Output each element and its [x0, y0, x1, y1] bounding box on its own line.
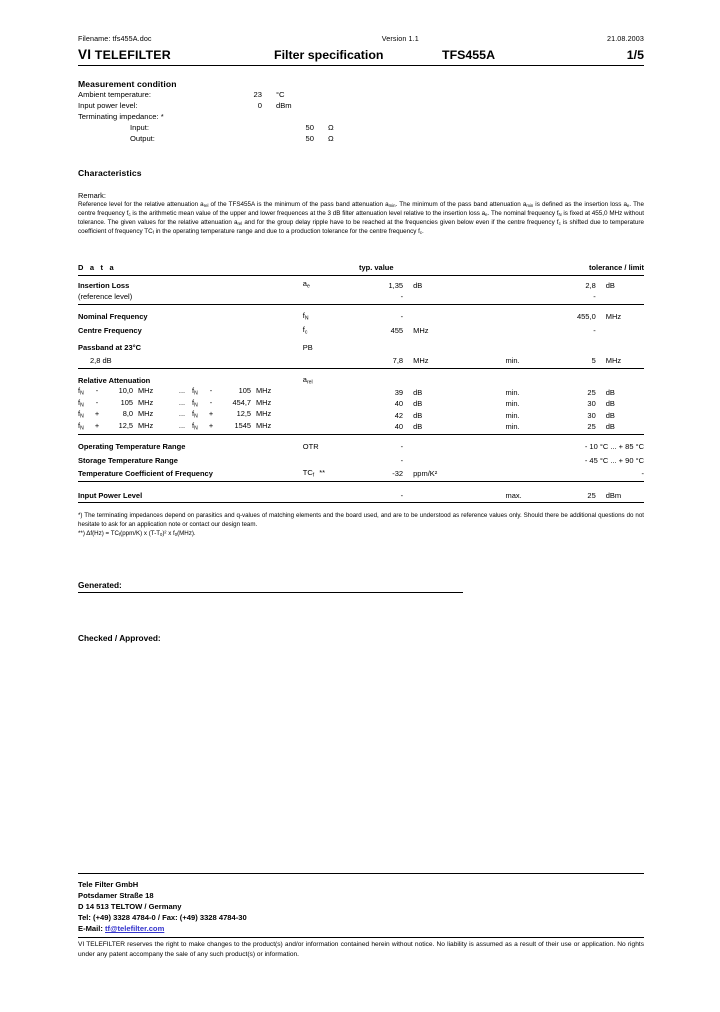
- remark-sub: c: [128, 212, 131, 218]
- row-typ-value: -: [400, 312, 404, 322]
- company-address: [78, 879, 644, 934]
- row-label: 2,8 dB: [78, 352, 303, 369]
- row-typ-unit: dB: [413, 410, 423, 420]
- header-divider: [78, 65, 644, 66]
- freq2-unit: MHz: [256, 397, 272, 407]
- freq1-unit: MHz: [138, 386, 154, 396]
- row-tolerance-unit: dBm: [596, 481, 644, 502]
- freq1-base: $f_N$: [78, 386, 84, 397]
- row-typ-value: 7,8: [359, 352, 403, 369]
- freq2-sign: -: [209, 386, 213, 396]
- table-row: [78, 290, 644, 305]
- symbol-base: f: [302, 324, 305, 334]
- symbol-base: TC: [302, 468, 313, 478]
- row-tolerance: 25: [552, 481, 596, 502]
- measurement-row: [78, 100, 644, 111]
- measurement-row: [78, 111, 644, 122]
- row-tolerance: 25: [587, 387, 596, 397]
- remark-paragraph: [78, 201, 644, 237]
- row-frequency-range: [78, 397, 359, 409]
- table-row: [78, 465, 644, 482]
- row-tolerance-unit: dB: [596, 420, 644, 435]
- footnote-formula: **) $\Delta f(Hz) = TC_f(ppm/K)$ x $(T-T_0)^2$ x $f_0(MHz)$.: [78, 529, 196, 537]
- table-header-row: [78, 263, 644, 276]
- row-tolerance-range: - 45 °C ... + 90 °C: [584, 455, 644, 465]
- freq2-value: 12,5: [236, 409, 251, 419]
- freq1-base: $f_N$: [78, 420, 84, 432]
- row-symbol: [303, 368, 359, 385]
- generated-label: Generated:: [78, 580, 122, 591]
- freq1-base: $f_N$: [78, 409, 84, 420]
- row-label: Storage Temperature Range: [78, 455, 178, 465]
- company-email-row: [78, 923, 644, 934]
- freq1-sign: +: [94, 409, 100, 419]
- row-minmax: min.: [505, 352, 551, 369]
- freq2-value: 454,7: [232, 397, 251, 407]
- table-row: [78, 304, 644, 321]
- row-label: Operating Temperature Range: [78, 442, 186, 452]
- row-frequency-range: [78, 385, 359, 397]
- row-minmax: [505, 321, 551, 335]
- row-typ-value: 39: [394, 387, 404, 397]
- table-row: [78, 434, 644, 451]
- measurement-label: Ambient temperature:: [78, 90, 152, 99]
- symbol-sub: c: [304, 328, 308, 335]
- row-symbol: PB: [302, 342, 313, 352]
- table-row: [78, 420, 644, 435]
- document-header-meta: [78, 34, 644, 43]
- row-symbol: [303, 321, 359, 335]
- checked-approved-label: Checked / Approved:: [78, 633, 161, 644]
- remark-sub: c: [419, 230, 423, 236]
- row-tolerance: 455,0: [576, 312, 596, 322]
- freq2-value: 1545: [234, 420, 251, 430]
- row-typ-value: -: [400, 455, 404, 465]
- row-typ-value: -: [359, 481, 403, 502]
- remark-text: in the operating temperature range and due to a production tolerance for the centre frequency f: [153, 228, 420, 236]
- row-minmax: [505, 304, 551, 321]
- remark-sub: rel: [237, 221, 243, 227]
- row-typ-value: 455: [390, 325, 404, 335]
- part-number: TFS455A: [442, 48, 496, 62]
- row-tolerance-unit: MHz: [596, 352, 644, 369]
- row-typ-unit: ppm/K²: [403, 465, 459, 482]
- row-tolerance: 30: [587, 410, 596, 420]
- table-row: [78, 276, 644, 290]
- row-label: Passband at 23°C: [78, 342, 142, 352]
- remark-text: of the TFS455A is the minimum of the pass band attenuation a: [208, 201, 389, 209]
- row-typ-unit: dB: [413, 280, 423, 290]
- symbol-footnote-marker: **: [319, 468, 326, 478]
- document-body: [78, 34, 644, 643]
- row-minmax: min.: [505, 387, 520, 397]
- specification-table: [78, 263, 644, 503]
- remark-sub: e: [627, 203, 630, 209]
- row-label: Input Power Level: [78, 481, 303, 502]
- freq2-base: $f_N$: [192, 386, 198, 397]
- measurement-label: Input:: [130, 123, 149, 133]
- logo-vi-mark: VI: [78, 47, 92, 62]
- freq2-unit: MHz: [256, 409, 272, 419]
- row-label: Insertion Loss: [78, 280, 130, 290]
- row-symbol: [303, 304, 359, 321]
- remark-text: and for the group delay ripple have to be reached at the frequencies given below even if the centre frequency f: [242, 219, 559, 227]
- row-typ-unit: MHz: [413, 325, 429, 335]
- measurement-value: 0: [257, 101, 262, 111]
- row-tolerance: 25: [552, 420, 596, 435]
- row-tolerance-unit: dB: [605, 399, 615, 409]
- company-city: D 14 513 TELTOW / Germany: [78, 902, 182, 912]
- freq1-sign: +: [94, 420, 100, 430]
- freq1-unit: MHz: [138, 409, 154, 419]
- row-tolerance: 5: [552, 352, 596, 369]
- freq2-base: $f_N$: [192, 397, 198, 409]
- row-typ-unit: MHz: [403, 352, 459, 369]
- symbol-sub: rel: [306, 379, 313, 386]
- remark-sub: min: [388, 203, 396, 209]
- filename-label: Filename: tfs455A.doc: [78, 34, 152, 43]
- remark-sub: min: [526, 203, 534, 209]
- row-minmax: max.: [505, 481, 551, 502]
- symbol-base: a: [302, 279, 307, 289]
- freq2-unit: MHz: [256, 420, 272, 430]
- disclaimer-divider: [78, 937, 644, 938]
- freq2-sign: +: [208, 420, 214, 430]
- footnotes-block: [78, 512, 644, 538]
- row-symbol: OTR: [302, 442, 319, 452]
- range-dots: ...: [178, 386, 186, 396]
- generated-signature-line: [78, 592, 463, 593]
- table-row: [78, 385, 644, 397]
- remark-text: is the arithmetic mean value of the upper and lower frequences at the 3 dB filter attenuation level relative to the insertion loss a: [130, 210, 486, 218]
- footer-divider: [78, 873, 644, 874]
- row-symbol: [303, 276, 359, 290]
- freq2-base: $f_N$: [192, 409, 198, 420]
- table-row: [78, 335, 644, 352]
- row-tolerance-range: - 10 °C ... + 85 °C: [584, 442, 644, 452]
- remark-text: . The nominal frequency f: [487, 210, 559, 218]
- row-label: Relative Attenuation: [78, 376, 151, 386]
- symbol-sub: N: [304, 315, 309, 322]
- document-footer: [78, 873, 644, 959]
- row-frequency-range: [78, 408, 359, 420]
- freq1-sign: -: [95, 386, 99, 396]
- row-typ-value: 40: [359, 420, 403, 435]
- freq1-value: 12,5: [118, 420, 133, 430]
- row-typ-value: -32: [359, 465, 403, 482]
- generated-block: [78, 580, 644, 593]
- row-tolerance-unit: dB: [605, 410, 615, 420]
- freq1-value: 8,0: [122, 409, 133, 419]
- measurement-label: Input power level:: [78, 101, 138, 111]
- company-name: Tele Filter GmbH: [78, 880, 139, 889]
- row-symbol: [303, 465, 359, 482]
- row-typ-unit: dB: [413, 399, 423, 409]
- remark-text: is shifted due to temperature coefficient of frequency TC: [78, 219, 644, 236]
- row-frequency-range: [78, 420, 359, 435]
- measurement-value: [228, 111, 262, 122]
- remark-sub: e: [485, 212, 488, 218]
- page-title: Filter specification: [274, 48, 384, 62]
- measurement-unit: Ω: [328, 134, 334, 144]
- symbol-sub: e: [306, 283, 310, 290]
- row-tolerance: -: [552, 290, 596, 305]
- remark-sub: rel: [203, 203, 209, 209]
- row-label: Centre Frequency: [78, 325, 142, 335]
- measurement-label: Terminating impedance: *: [78, 112, 164, 122]
- remark-label: Remark:: [78, 191, 106, 201]
- column-header-data: D a t a: [78, 263, 303, 276]
- row-tolerance-unit: dB: [605, 387, 615, 397]
- column-header-tolerance: tolerance / limit: [552, 263, 644, 276]
- remark-text: is fixed at 455,0 MHz without tolerance. The given values for the relative attenuation a: [78, 210, 644, 227]
- email-label: E-Mail:: [78, 924, 106, 934]
- measurement-unit: °C: [276, 90, 285, 99]
- row-minmax: min.: [505, 420, 551, 435]
- row-minmax: min.: [505, 399, 520, 409]
- measurement-condition-section: [78, 79, 644, 144]
- logo-company-name: TELEFILTER: [91, 48, 171, 62]
- measurement-unit: [262, 111, 276, 122]
- characteristics-title: Characteristics: [78, 168, 142, 179]
- freq2-sign: +: [208, 409, 214, 419]
- measurement-value: 23: [253, 90, 262, 99]
- row-typ-value: -: [400, 442, 404, 452]
- measurement-condition-title: Measurement condition: [78, 79, 177, 89]
- table-row: [78, 408, 644, 420]
- remark-sub: f: [152, 230, 154, 236]
- measurement-row: [78, 122, 644, 133]
- range-dots: ...: [178, 409, 186, 419]
- freq2-value: 105: [238, 386, 251, 396]
- version-label: Version 1.1: [381, 34, 419, 43]
- range-dots: ...: [178, 397, 186, 407]
- freq1-value: 10,0: [118, 386, 133, 396]
- row-tolerance: 30: [587, 399, 596, 409]
- measurement-value: 50: [305, 123, 314, 133]
- table-row: [78, 321, 644, 335]
- email-link[interactable]: tf@telefilter.com: [105, 924, 165, 934]
- row-tolerance-unit: MHz: [605, 312, 622, 322]
- row-typ-value: 1,35: [388, 280, 404, 290]
- symbol-base: a: [302, 374, 307, 384]
- table-row: [78, 451, 644, 465]
- freq2-base: $f_N$: [192, 420, 198, 432]
- row-typ-unit: dB: [413, 387, 423, 397]
- table-row: [78, 352, 644, 369]
- page-number: 1/5: [626, 48, 644, 62]
- company-street: Potsdamer Straße 18: [78, 891, 154, 901]
- row-minmax: [505, 276, 551, 290]
- measurement-label: Output:: [130, 134, 155, 144]
- table-row: [78, 397, 644, 409]
- table-row: [78, 368, 644, 385]
- table-row: [78, 481, 644, 502]
- symbol-base: f: [302, 311, 305, 321]
- row-typ-unit: dB: [403, 420, 459, 435]
- footnote-impedance: *) The terminating impedances depend on parasitics and q-values of matching elements and the board used, and are to be understood as reference values only. Should there be additional questions do not hesitate to ask for an application note or contact our design team.: [78, 512, 644, 528]
- row-tolerance-unit: [596, 321, 644, 335]
- row-typ-unit: [403, 304, 459, 321]
- measurement-unit: Ω: [328, 123, 334, 133]
- row-tolerance: -: [593, 325, 596, 335]
- measurement-row: [78, 133, 644, 144]
- freq1-value: 105: [120, 397, 133, 407]
- document-header-main: [78, 47, 644, 65]
- remark-text: is defined as the insertion loss a: [533, 201, 628, 209]
- freq1-base: $f_N$: [78, 397, 84, 409]
- date-label: 21.08.2003: [607, 34, 644, 43]
- measurement-value: 50: [305, 134, 314, 144]
- row-tolerance-range: -: [505, 465, 644, 482]
- legal-disclaimer: VI TELEFILTER reserves the right to make changes to the product(s) and/or information contained herein without notice. No liability is assumed as a result of their use or application. No rights under any patent accompany the sale of any such product(s) or information.: [78, 941, 644, 958]
- row-tolerance-unit: dB: [605, 280, 615, 290]
- row-minmax: min.: [505, 410, 520, 420]
- remark-text: Reference level for the relative attenuation a: [78, 201, 204, 209]
- row-label: Temperature Coefficient of Frequency: [78, 465, 303, 482]
- row-label: Nominal Frequency: [78, 312, 148, 322]
- symbol-sub: f: [312, 472, 315, 479]
- remark-sub: c: [558, 221, 561, 227]
- row-tolerance: 2,8: [585, 280, 596, 290]
- row-typ-value: 42: [394, 410, 404, 420]
- row-label: (reference level): [78, 290, 303, 305]
- remark-text: .: [422, 228, 424, 236]
- freq1-unit: MHz: [138, 420, 154, 430]
- range-dots: ...: [178, 420, 186, 430]
- freq1-sign: -: [95, 397, 99, 407]
- company-logo: [78, 47, 274, 62]
- freq2-sign: -: [209, 397, 213, 407]
- freq1-unit: MHz: [138, 397, 154, 407]
- column-header-typ-value: typ. value: [359, 263, 403, 276]
- row-typ-value: 40: [394, 399, 404, 409]
- remark-text: . The centre frequency f: [78, 201, 644, 218]
- row-typ-value: -: [359, 290, 403, 305]
- measurement-row: [78, 89, 644, 100]
- remark-sub: N: [558, 212, 562, 218]
- remark-text: . The minimum of the pass band attenuation a: [395, 201, 527, 209]
- measurement-unit: dBm: [276, 101, 292, 111]
- freq2-unit: MHz: [256, 386, 272, 396]
- company-phone: Tel: (+49) 3328 4784-0 / Fax: (+49) 3328 4784-30: [78, 913, 247, 923]
